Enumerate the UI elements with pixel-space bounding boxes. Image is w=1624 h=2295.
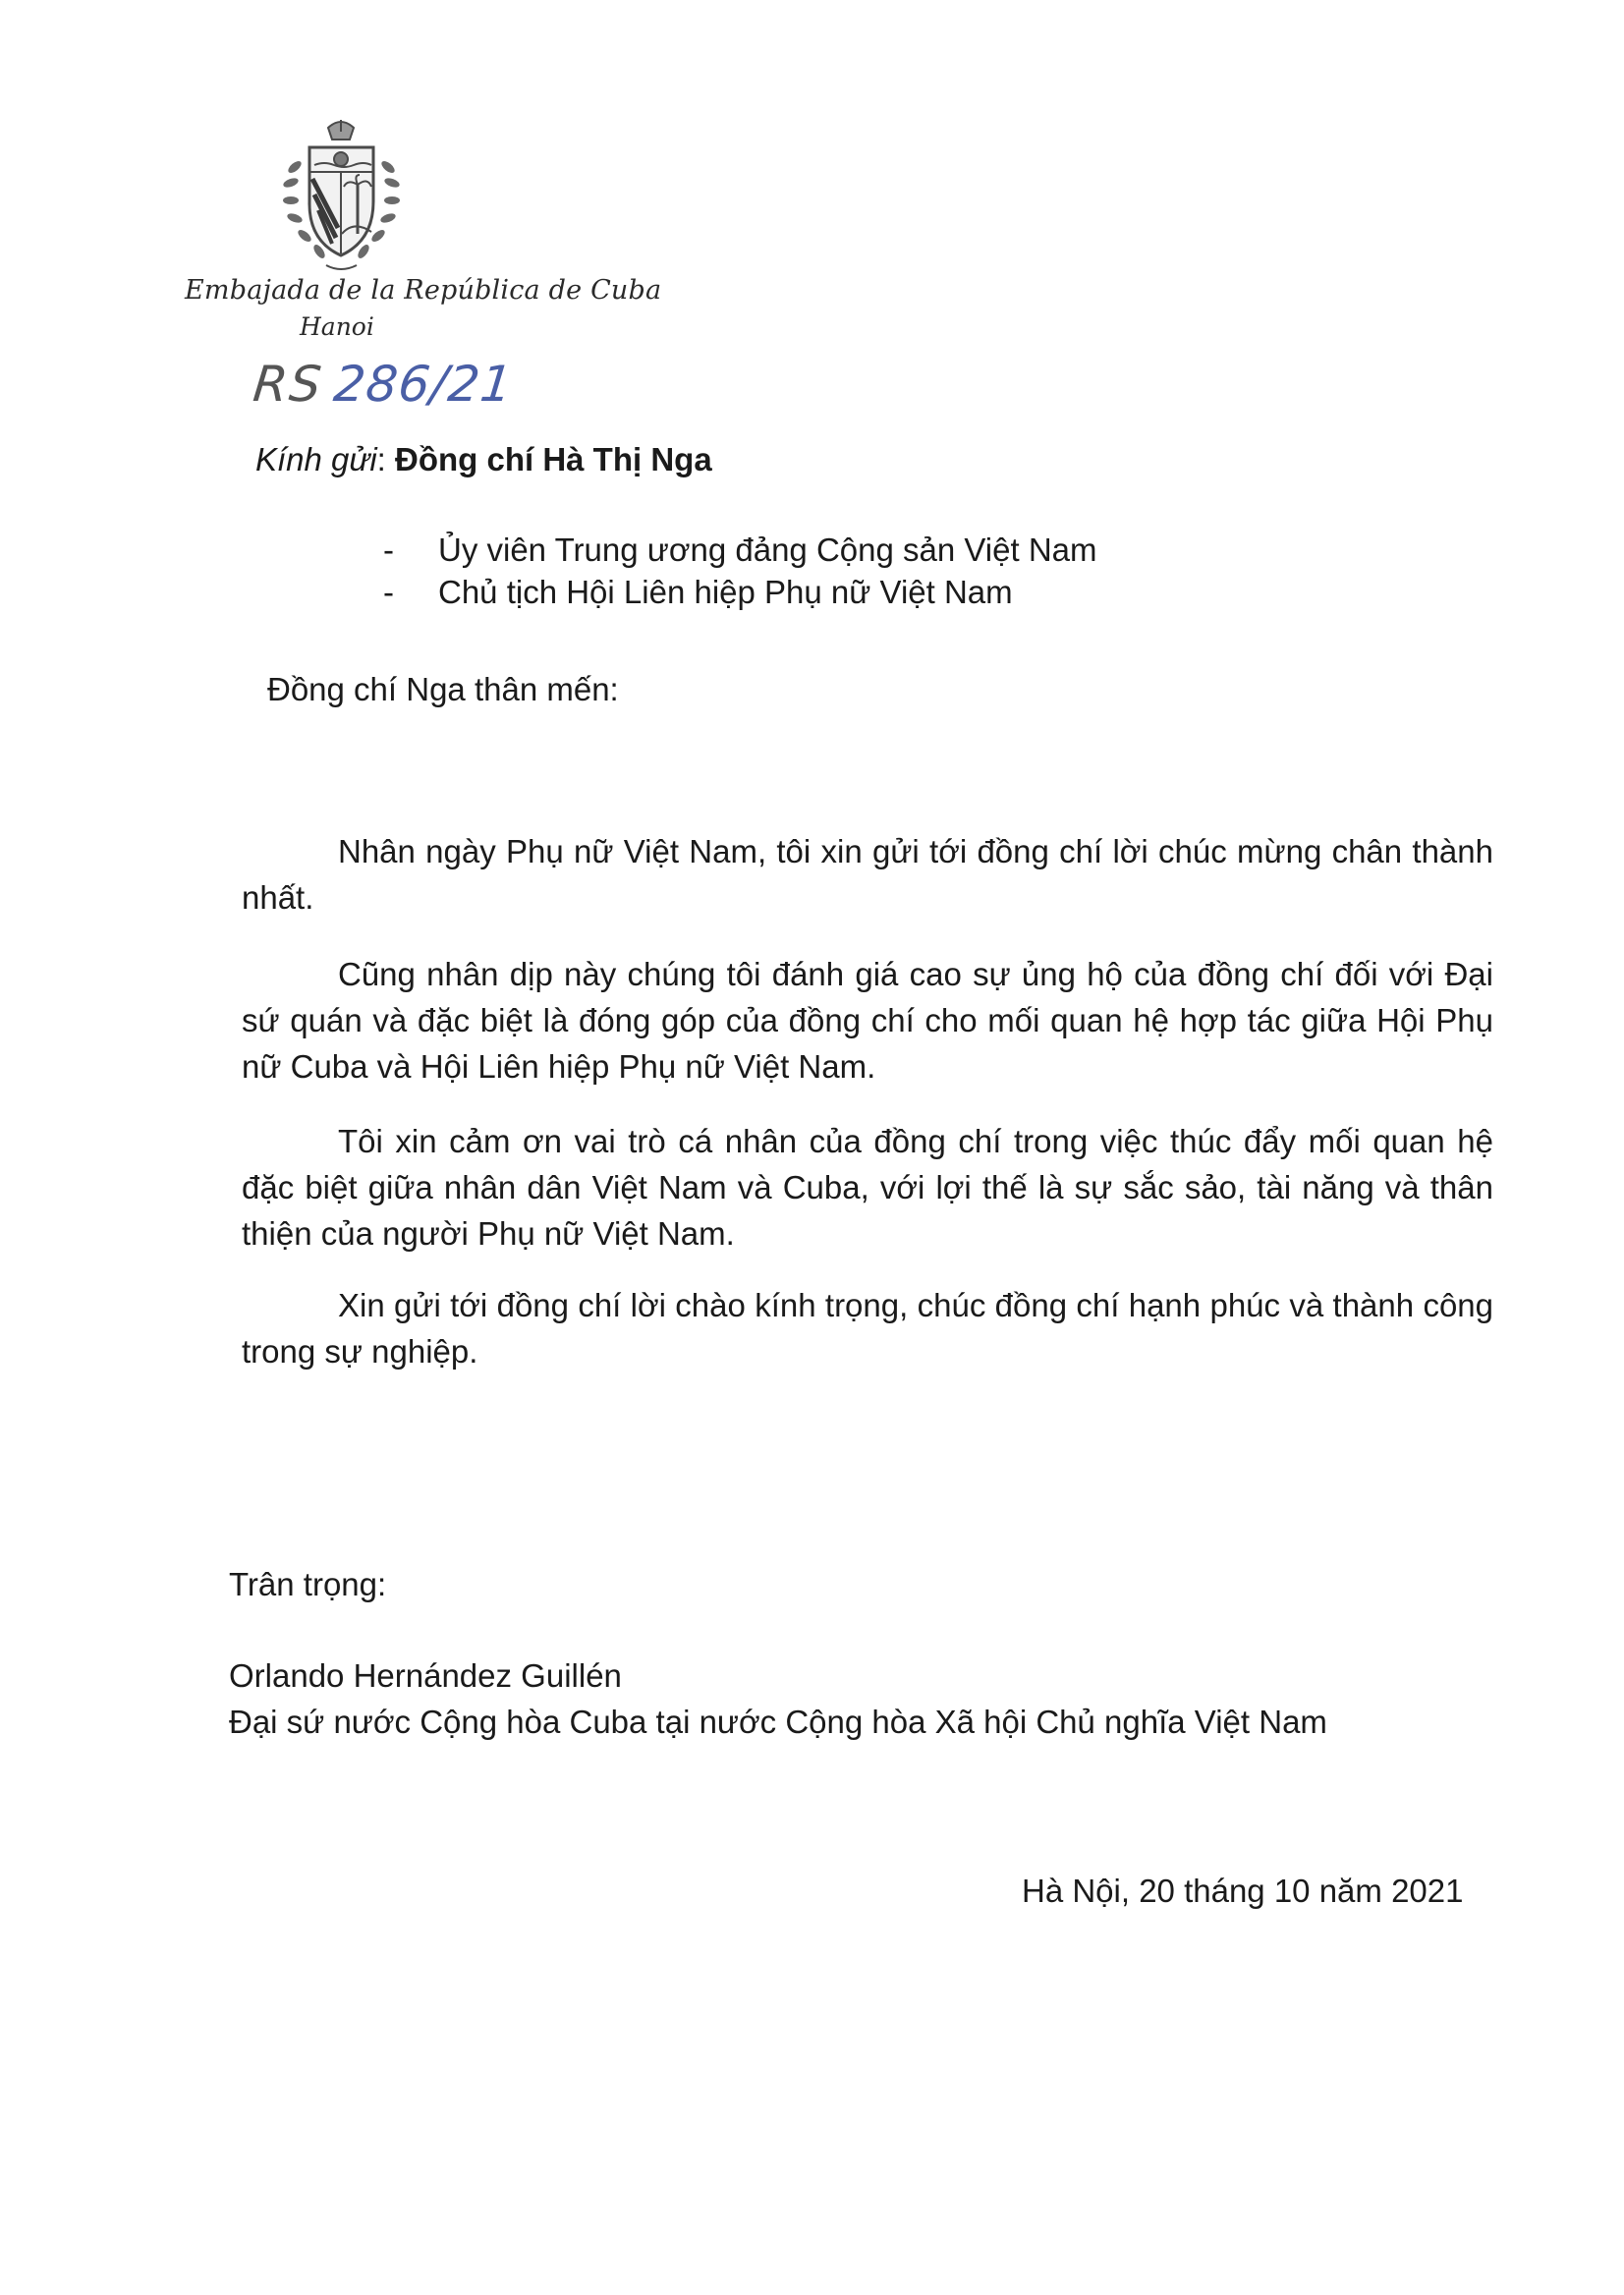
role-bullet: - <box>383 532 394 568</box>
recipient-roles <box>383 529 1097 613</box>
recipient-name: Đồng chí Hà Thị Nga <box>395 441 712 477</box>
recipient-label-colon: : <box>376 441 386 477</box>
signer-name: Orlando Hernández Guillén <box>229 1657 622 1694</box>
recipient-role <box>383 529 1097 571</box>
date-line: Hà Nội, 20 tháng 10 năm 2021 <box>1022 1873 1464 1909</box>
closing: Trân trọng: <box>229 1566 387 1602</box>
reference-prefix: RS <box>250 356 326 413</box>
cuba-coat-of-arms-icon <box>265 118 418 275</box>
reference-number: 286/21 <box>330 356 516 413</box>
recipient-line <box>255 440 712 479</box>
role-text: Chủ tịch Hội Liên hiệp Phụ nữ Việt Nam <box>438 574 1013 610</box>
body-paragraph: Tôi xin cảm ơn vai trò cá nhân của đồng chí trong việc thúc đẩy mối quan hệ đặc biệt giữa nhân dân Việt Nam và Cuba, với lợi thế là sự sắc sảo, tài năng và thân thiện của người Phụ nữ Việt Nam. <box>242 1123 1493 1252</box>
embassy-city: Hanoi <box>300 312 374 341</box>
embassy-name: Embajada de la República de Cuba <box>185 275 662 306</box>
signer-title: Đại sứ nước Cộng hòa Cuba tại nước Cộng hòa Xã hội Chủ nghĩa Việt Nam <box>229 1704 1327 1740</box>
role-bullet: - <box>383 574 394 610</box>
role-text: Ủy viên Trung ương đảng Cộng sản Việt Nam <box>438 532 1097 568</box>
body-paragraph: Nhân ngày Phụ nữ Việt Nam, tôi xin gửi tới đồng chí lời chúc mừng chân thành nhất. <box>242 833 1493 916</box>
greeting: Đồng chí Nga thân mến: <box>267 671 619 707</box>
recipient-role <box>383 571 1097 613</box>
body-paragraph: Cũng nhân dịp này chúng tôi đánh giá cao sự ủng hộ của đồng chí đối với Đại sứ quán và đặc biệt là đóng góp của đồng chí cho mối quan hệ hợp tác giữa Hội Phụ nữ Cuba và Hội Liên hiệp Phụ nữ Việt Nam. <box>242 956 1493 1085</box>
body-paragraph: Xin gửi tới đồng chí lời chào kính trọng, chúc đồng chí hạnh phúc và thành công trong sự nghiệp. <box>242 1287 1493 1370</box>
recipient-label: Kính gửi <box>255 441 377 477</box>
